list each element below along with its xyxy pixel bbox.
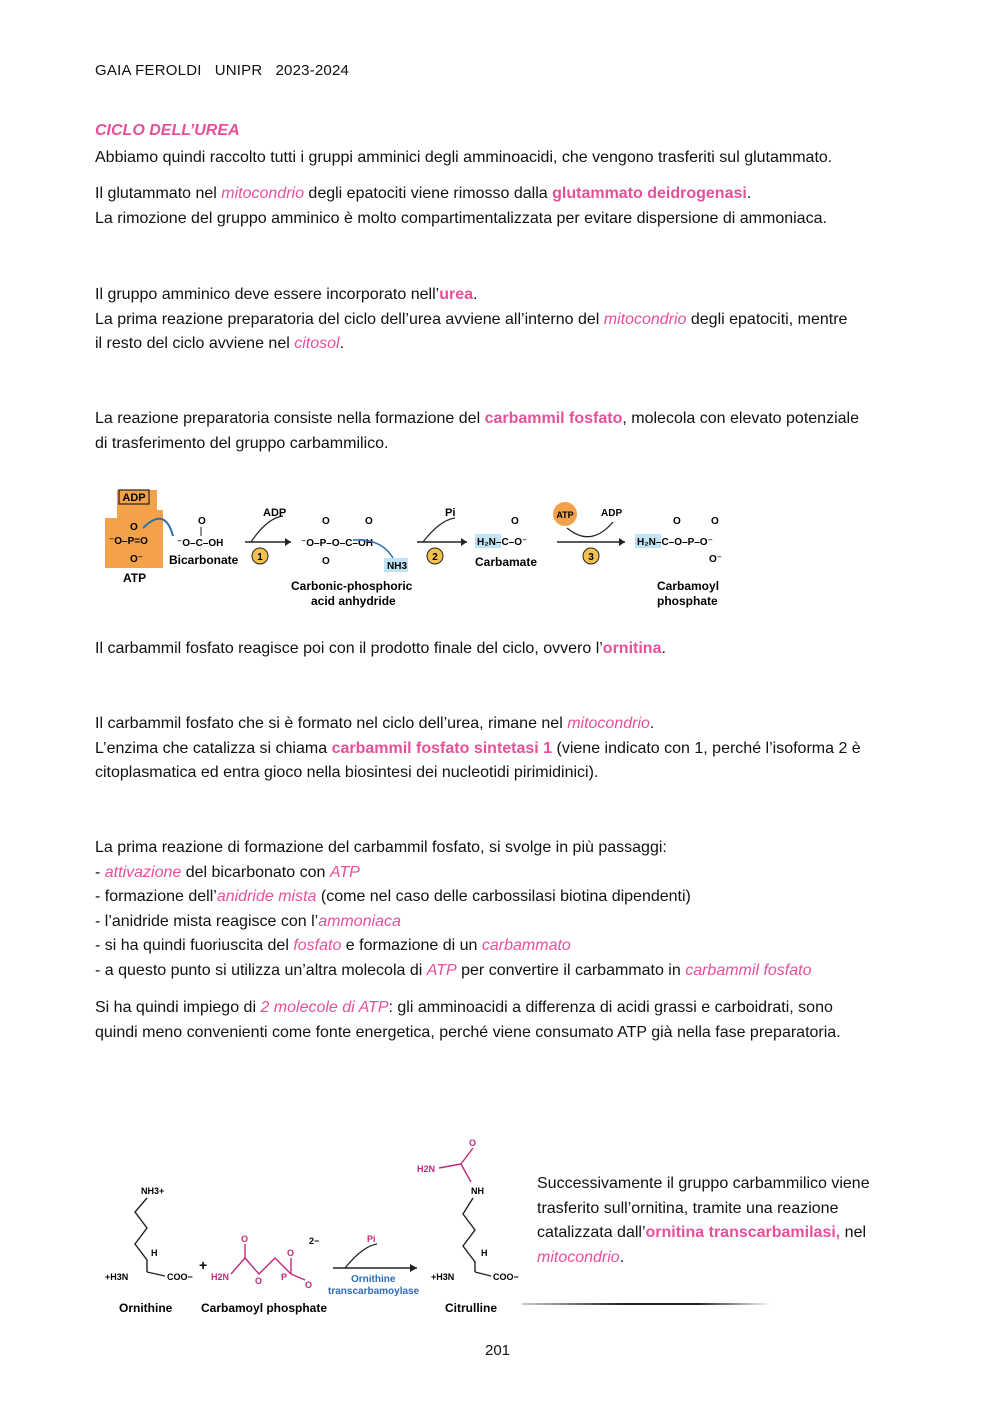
paragraph-7	[95, 836, 811, 983]
text: .	[472, 286, 478, 303]
carbamoyl-phosphate-label-1: Carbamoyl	[657, 579, 720, 593]
adp-box-label: ADP	[122, 492, 146, 504]
cp-p: P	[281, 1272, 288, 1282]
paragraph-4	[95, 407, 859, 456]
side-line-4	[537, 1246, 870, 1271]
header-author: GAIA FEROLDI	[95, 62, 202, 79]
text: .	[339, 335, 345, 352]
paragraph-4-line-1	[95, 407, 859, 432]
text: (come nel caso delle carbossilasi biotina dipendenti)	[316, 888, 691, 905]
carbamate-label: Carbamate	[475, 555, 538, 569]
cp-o2: O	[711, 516, 719, 527]
bicarbonate-label: Bicarbonate	[169, 553, 239, 567]
paragraph-6	[95, 712, 861, 786]
highlight: attivazione	[104, 863, 182, 881]
cp-charge: 2−	[309, 1236, 320, 1246]
arrowhead	[285, 538, 291, 546]
text: Il carbammil fosfato che si è formato nel ciclo dell’urea, rimane nel	[95, 715, 568, 732]
header-university: UNIPR	[214, 62, 263, 79]
header-year: 2023-2024	[275, 62, 350, 79]
citrulline-label: Citrulline	[445, 1301, 498, 1315]
paragraph-7-intro: La prima reazione di formazione del carbammil fosfato, si svolge in più passaggi:	[95, 839, 667, 856]
cp-h2n: H2N	[211, 1272, 230, 1282]
paragraph-3-line-3	[95, 332, 847, 357]
section-title: CICLO DELL’UREA	[95, 122, 240, 139]
paragraph-8	[95, 996, 841, 1045]
pi-label: Pi	[367, 1234, 376, 1244]
carbamate-o: O	[511, 516, 519, 527]
carbamoyl-phosphate-label-2: phosphate	[657, 594, 718, 608]
list-item	[95, 934, 811, 959]
text: Il gruppo amminico deve essere incorporato nell’	[95, 286, 440, 303]
side-paragraph	[537, 1172, 870, 1270]
cp-o-bridge: O	[255, 1276, 263, 1286]
arrowhead	[619, 538, 625, 546]
text: - l’anidride mista reagisce con l’	[95, 912, 319, 930]
bond	[461, 1164, 471, 1182]
pi-label: Pi	[445, 507, 456, 519]
enzyme-label-2: transcarbamoylase	[328, 1286, 420, 1297]
paragraph-3-line-2	[95, 308, 847, 333]
highlight-mitocondrio: mitocondrio	[537, 1248, 620, 1266]
bicarbonate-o: O	[198, 516, 206, 527]
paragraph-6-line-3: citoplasmatica ed entra gioco nella biosintesi dei nucleotidi pirimidinici).	[95, 764, 599, 781]
text: il resto del ciclo avviene nel	[95, 335, 295, 352]
highlight-mitocondrio: mitocondrio	[221, 185, 304, 202]
paragraph-6-line-1	[95, 712, 861, 737]
paragraph-3	[95, 283, 847, 357]
paragraph-5	[95, 637, 666, 662]
bond	[461, 1148, 473, 1164]
text: Il glutammato nel	[95, 185, 222, 202]
paragraph-2-line-2: La rimozione del gruppo amminico è molto compartimentalizzata per evitare dispersione di ammoniaca.	[95, 209, 827, 227]
anhydride-o2: O	[365, 516, 373, 527]
atp-o-top: O	[130, 522, 138, 533]
atp-phosphate-o-minus: ⁻O–P=O	[109, 536, 148, 547]
anhydride-o3: O	[322, 556, 330, 567]
highlight-cps1: carbammil fosfato sintetasi 1	[331, 739, 553, 757]
cp-o-p-right: O	[305, 1280, 313, 1290]
paragraph-2	[95, 182, 827, 231]
text: La prima reazione preparatoria del ciclo dell’urea avviene all’interno del	[95, 310, 604, 328]
text: degli epatociti, mentre	[686, 310, 848, 328]
carbamoyl-phosphate-synthesis-figure	[95, 478, 755, 618]
text: , molecola con elevato potenziale	[622, 410, 859, 427]
cp-o-p-top: O	[287, 1248, 295, 1258]
paragraph-2-line-1	[95, 182, 827, 207]
anhydride-label-1: Carbonic-phosphoric	[291, 579, 413, 593]
highlight: ammoniaca	[318, 912, 401, 930]
cp-p-o2	[291, 1274, 305, 1280]
atp-adp-curve	[567, 522, 613, 537]
ornithine-chain	[135, 1198, 147, 1272]
bond	[475, 1272, 491, 1276]
list-item	[95, 861, 811, 886]
text: catalizzata dall’	[537, 1224, 646, 1241]
bond	[147, 1272, 165, 1276]
paragraph-6-line-2	[95, 737, 861, 762]
atp-label: ATP	[123, 571, 147, 585]
text: La reazione preparatoria consiste nella formazione del	[95, 410, 485, 427]
bond	[439, 1164, 461, 1168]
bicarbonate-structure: ⁻O–C–OH	[177, 538, 224, 549]
anhydride-structure: ⁻O–P–O–C–OH	[301, 538, 373, 549]
text: Il carbammil fosfato reagisce poi con il prodotto finale del ciclo, ovvero l’	[95, 640, 603, 657]
text: degli epatociti viene rimosso dalla	[303, 185, 553, 202]
list-item	[95, 959, 811, 984]
highlight-urea: urea	[439, 286, 473, 303]
enzyme-label-1: Ornithine	[351, 1274, 396, 1285]
cp-o1: O	[673, 516, 681, 527]
atp-circle-label: ATP	[556, 510, 574, 520]
list-item	[95, 885, 811, 910]
paragraph-3-line-1	[95, 283, 847, 308]
arrowhead	[461, 538, 467, 546]
highlight: ATP	[426, 961, 457, 979]
highlight-mitocondrio: mitocondrio	[603, 310, 687, 328]
page-number: 201	[485, 1342, 511, 1359]
highlight-ornitina: ornitina	[602, 640, 662, 657]
list-item	[95, 910, 811, 935]
citrulline-h3n: +H3N	[431, 1272, 455, 1282]
step-2-label: 2	[432, 552, 438, 563]
page-header	[95, 62, 349, 79]
text: .	[649, 715, 655, 732]
citrulline-o: O	[469, 1138, 477, 1148]
carbamoyl-phosphate-structure: H₂N–C–O–P–O⁻	[637, 537, 713, 548]
ornithine-h: H	[151, 1248, 158, 1258]
cp-o3: O⁻	[709, 554, 723, 565]
adp-label-2: ADP	[601, 508, 623, 519]
highlight: carbammil fosfato	[685, 961, 812, 979]
ornithine-h3n: +H3N	[105, 1272, 129, 1282]
highlight-otc: ornitina transcarbamilasi,	[645, 1224, 841, 1241]
arrowhead	[410, 1264, 417, 1272]
citrulline-chain	[463, 1198, 475, 1272]
text: nel	[840, 1224, 867, 1241]
highlight-mitocondrio: mitocondrio	[567, 715, 650, 732]
highlight: ATP	[329, 863, 360, 881]
anhydride-o1: O	[322, 516, 330, 527]
citrulline-nh: NH	[471, 1186, 484, 1196]
citrulline-h2n: H2N	[417, 1164, 436, 1174]
pi-curve	[345, 1244, 377, 1268]
text: .	[619, 1248, 625, 1266]
side-line-1: Successivamente il gruppo carbammilico viene	[537, 1175, 870, 1192]
atp-o-bottom: O⁻	[130, 554, 144, 565]
highlight-carbammil: carbammil fosfato	[484, 410, 623, 427]
highlight: carbammato	[481, 937, 571, 954]
text: .	[661, 640, 666, 657]
text: - si ha quindi fuoriuscita del	[95, 937, 294, 954]
highlight-citosol: citosol	[294, 335, 340, 352]
ornithine-transcarbamoylase-figure	[95, 1130, 525, 1320]
text: -	[95, 863, 105, 881]
highlight: anidride mista	[216, 888, 317, 905]
paragraph-8-line-2: quindi meno convenienti come fonte energetica, perché viene consumato ATP già nella fase preparatoria.	[95, 1023, 841, 1041]
highlight-atp: 2 molecole di ATP	[260, 999, 389, 1016]
carbamoyl-phosphate-label: Carbamoyl phosphate	[201, 1301, 328, 1315]
plus-sign: +	[199, 1257, 208, 1273]
step-1-label: 1	[257, 552, 263, 563]
text: L’enzima che catalizza si chiama	[95, 739, 332, 757]
text: .	[746, 185, 752, 202]
side-line-3	[537, 1221, 870, 1246]
highlight-enzyme: glutammato deidrogenasi	[552, 185, 747, 202]
nh3-label: NH3	[387, 561, 408, 572]
decorative-line	[522, 1303, 772, 1305]
text: del bicarbonato con	[181, 863, 330, 881]
adp-release-curve	[251, 516, 283, 542]
step-3-label: 3	[588, 552, 594, 563]
ornithine-label: Ornithine	[119, 1301, 173, 1315]
ornithine-nh3: NH3+	[141, 1186, 165, 1196]
adp-label-1: ADP	[263, 507, 287, 519]
anhydride-label-2: acid anhydride	[311, 594, 396, 608]
citrulline-h: H	[481, 1248, 488, 1258]
citrulline-coo: COO−	[493, 1272, 519, 1282]
text: - formazione dell’	[95, 888, 217, 905]
ornithine-coo: COO−	[167, 1272, 193, 1282]
text: - a questo punto si utilizza un’altra molecola di	[95, 961, 427, 979]
side-line-2: trasferito sull’ornitina, tramite una reazione	[537, 1199, 839, 1217]
paragraph-4-line-2: di trasferimento del gruppo carbammilico.	[95, 434, 389, 452]
paragraph-8-line-1	[95, 996, 841, 1021]
highlight: fosfato	[293, 937, 342, 954]
text: (viene indicato con 1, perché l’isoforma 2 è	[552, 739, 861, 757]
text: e formazione di un	[341, 937, 482, 954]
pi-release-curve	[423, 518, 455, 542]
text: Si ha quindi impiego di	[95, 999, 261, 1016]
text: : gli amminoacidi a differenza di acidi grassi e carboidrati, sono	[388, 999, 833, 1016]
cp-o-top: O	[241, 1234, 249, 1244]
paragraph-1: Abbiamo quindi raccolto tutti i gruppi amminici degli amminoacidi, che vengono trasferiti sul glutammato.	[95, 149, 833, 166]
carbamate-structure: H₂N–C–O⁻	[477, 537, 528, 548]
text: per convertire il carbammato in	[456, 961, 686, 979]
